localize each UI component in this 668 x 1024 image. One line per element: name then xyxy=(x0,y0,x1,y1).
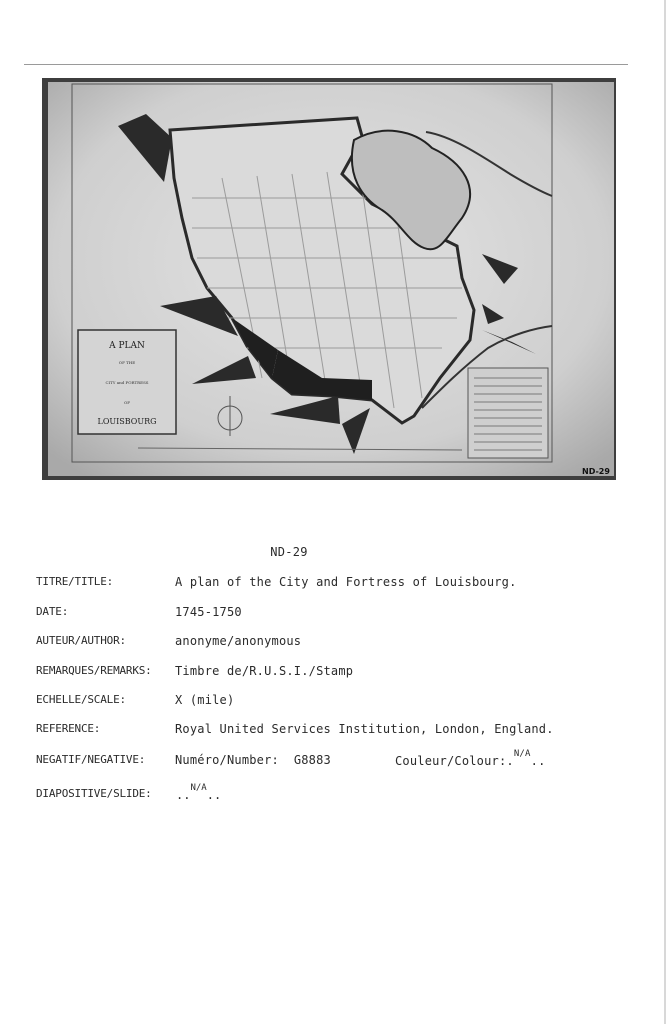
cartouche-line5: LOUISBOURG xyxy=(97,417,157,426)
field-label: REMARQUES/REMARKS: xyxy=(36,664,152,677)
field-label: TITRE/TITLE: xyxy=(36,575,114,588)
colour-label: Couleur/Colour: xyxy=(395,754,507,768)
document-id: ND-29 xyxy=(270,545,308,559)
field-value: Royal United Services Institution, London, England. xyxy=(175,722,554,736)
cartouche-line4: OF xyxy=(123,400,131,405)
field-value: A plan of the City and Fortress of Louisbourg. xyxy=(175,575,517,589)
field-value: Timbre de/R.U.S.I./Stamp xyxy=(175,664,354,678)
field-value: anonyme/anonymous xyxy=(175,634,302,648)
number-label: Numéro/Number: xyxy=(175,753,279,767)
field-label: DIAPOSITIVE/SLIDE: xyxy=(36,787,152,800)
cartouche-line2: OF THE xyxy=(118,360,136,365)
field-label: DATE: xyxy=(36,605,69,618)
corner-mark: ND-29 xyxy=(582,467,610,476)
number-value: G8883 xyxy=(293,753,331,767)
field-label: AUTEUR/AUTHOR: xyxy=(36,634,126,647)
field-value: 1745-1750 xyxy=(175,605,242,619)
field-label: NEGATIF/NEGATIVE: xyxy=(36,753,146,766)
reference-key xyxy=(468,368,548,458)
slide-value: N/A xyxy=(190,783,207,793)
field-label: ECHELLE/SCALE: xyxy=(36,693,126,706)
page-edge xyxy=(664,0,666,1024)
cartouche-line3: CITY and FORTRESS xyxy=(105,380,149,385)
map-photograph xyxy=(42,78,616,480)
colour-value: N/A xyxy=(513,749,531,759)
cartouche-line1: A PLAN xyxy=(109,341,145,351)
top-rule xyxy=(24,64,628,65)
field-value: X (mile) xyxy=(175,693,235,707)
field-label: REFERENCE: xyxy=(36,722,101,735)
